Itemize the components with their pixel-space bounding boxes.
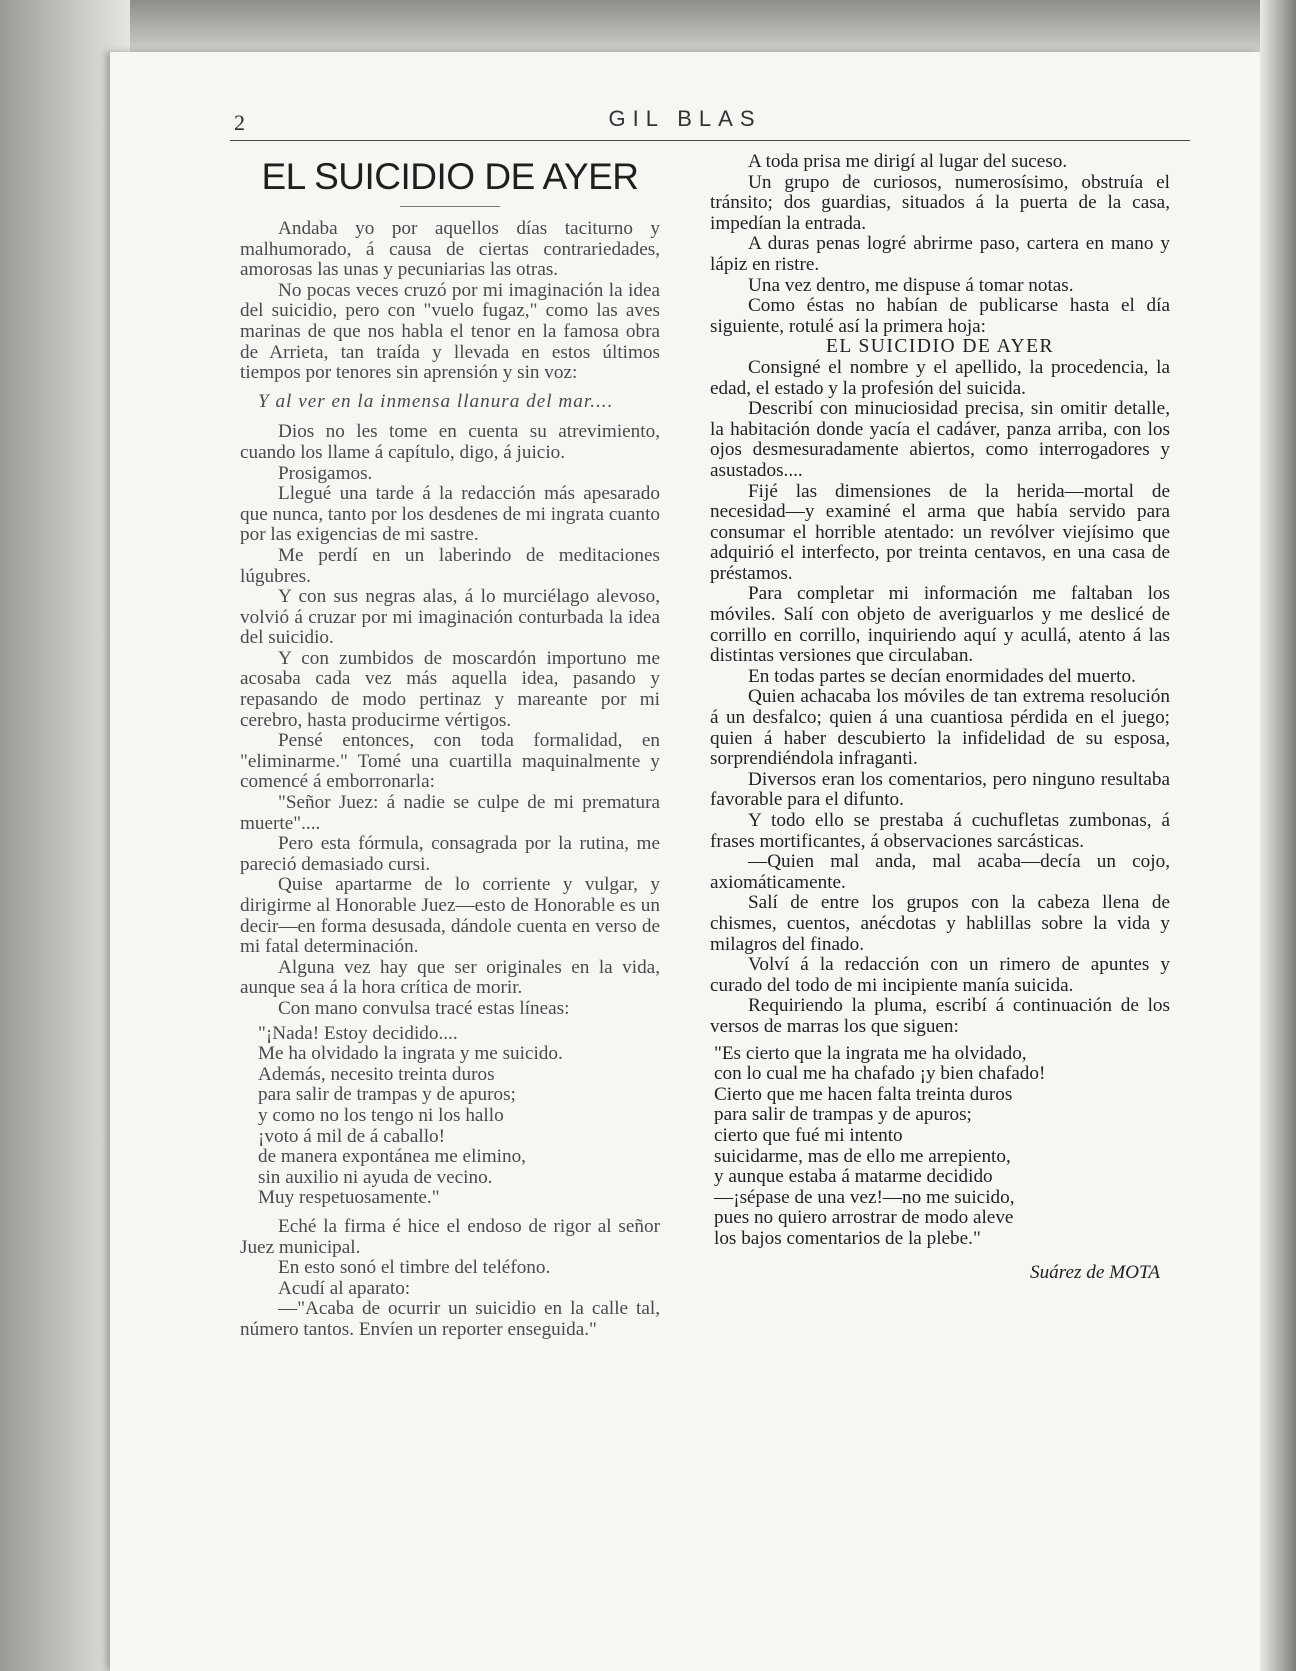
verse-line: —¡sépase de una vez!—no me suicido, — [714, 1186, 1015, 1208]
scan-shadow-top — [0, 0, 1296, 60]
paragraph: Prosigamos. — [278, 462, 373, 484]
paragraph: Para completar mi información me faltaban los móviles. Salí con objeto de averiguarlos y me deslicé de corrillo en corrillo, inquiriendo aquí y acullá, atento á las distintas versiones que circulaban. — [710, 583, 1170, 667]
article-title: EL SUICIDIO DE AYER — [261, 156, 639, 197]
paragraph: Pero esta fórmula, consagrada por la rutina, me pareció demasiado cursi. — [240, 833, 660, 875]
page-number: 2 — [234, 110, 245, 135]
title-rule — [400, 206, 500, 207]
paragraph: Y todo ello se prestaba á cuchufletas zumbonas, á frases mortificantes, á observaciones sarcásticas. — [710, 810, 1170, 852]
paragraph: Pensé entonces, con toda formalidad, en "eliminarme." Tomé una cuartilla maquinalmente y comencé á emborronarla: — [240, 730, 660, 793]
verse-line: sin auxilio ni ayuda de vecino. — [258, 1166, 493, 1188]
verse-line: con lo cual me ha chafado ¡y bien chafado! — [714, 1063, 1046, 1085]
paragraph: Fijé las dimensiones de la herida—mortal de necesidad—y examiné el arma que había servido para consumar el horrible atentado: un revólver viejísimo que adquirió el interfecto, por treinta centavos, en una casa de préstamos. — [710, 480, 1170, 584]
paragraph: Volví á la redacción con un rimero de apuntes y curado del todo de mi incipiente manía suicida. — [710, 954, 1170, 996]
verse-line: Muy respetuosamente." — [258, 1187, 440, 1209]
left-column — [240, 152, 660, 1340]
paragraph: Una vez dentro, me dispuse á tomar notas. — [748, 274, 1074, 296]
paragraph: A duras penas logré abrirme paso, cartera en mano y lápiz en ristre. — [710, 233, 1170, 275]
verse-line: Me ha olvidado la ingrata y me suicido. — [258, 1043, 563, 1065]
epigraph: Y al ver en la inmensa llanura del mar.... — [258, 390, 614, 412]
paragraph: No pocas veces cruzó por mi imaginación la idea del suicidio, pero con "vuelo fugaz," como las aves marinas de que nos habla el tenor en la famosa obra de Arrieta, tan traída y llevada en estos últimos tiempos por tenores sin aprensión y sin voz: — [240, 279, 660, 384]
paragraph: Quise apartarme de lo corriente y vulgar, y dirigirme al Honorable Juez—esto de Honorable es un decir—en forma desusada, dándole cuenta en verso de mi fatal determinación. — [240, 874, 660, 958]
verse-line: pues no quiero arrostrar de modo aleve — [714, 1207, 1014, 1229]
verse-line: para salir de trampas y de apuros; — [714, 1104, 972, 1126]
paragraph: Dios no les tome en cuenta su atrevimiento, cuando los llame á capítulo, digo, á juicio. — [240, 421, 660, 463]
paragraph: Alguna vez hay que ser originales en la vida, aunque sea á la hora crítica de morir. — [240, 956, 660, 999]
verse-line: Además, necesito treinta duros — [258, 1063, 495, 1085]
verse-line: y aunque estaba á matarme decidido — [714, 1166, 993, 1188]
paragraph: En esto sonó el timbre del teléfono. — [278, 1257, 551, 1279]
author-signature: Suárez de MOTA — [1029, 1262, 1160, 1284]
verse-block-1 — [258, 1024, 660, 1209]
paragraph: —Quien mal anda, mal acaba—decía un cojo, axiomáticamente. — [710, 851, 1170, 893]
magazine-page — [110, 52, 1260, 1671]
verse-line: los bajos comentarios de la plebe." — [714, 1227, 981, 1249]
verse-line: suicidarme, mas de ello me arrepiento, — [714, 1145, 1011, 1167]
paragraph: Andaba yo por aquellos días taciturno y malhumorado, á causa de ciertas contrariedades, amorosas las unas y pecuniarias las otras. — [240, 218, 660, 281]
paragraph: Llegué una tarde á la redacción más apesarado que nunca, tanto por los desdenes de mi ingrata cuanto por las exigencias de mi sastre. — [240, 483, 660, 546]
paragraph: Acudí al aparato: — [278, 1277, 411, 1299]
paragraph: A toda prisa me dirigí al lugar del suceso. — [748, 151, 1068, 172]
paragraph: Y con zumbidos de moscardón importuno me acosaba cada vez más aquella idea, pasando y repasando de modo pertinaz y mareante por mi cerebro, hasta producirme vértigos. — [240, 647, 660, 731]
verse-block-2 — [714, 1044, 1170, 1250]
paragraph: Describí con minuciosidad precisa, sin omitir detalle, la habitación donde yacía el cadáver, panza arriba, con los ojos desmesuradamente abiertos, como interrogadores y asustados.... — [710, 398, 1170, 481]
right-column — [710, 152, 1170, 1284]
paragraph: En todas partes se decían enormidades del muerto. — [748, 665, 1136, 687]
header-rule — [230, 140, 1190, 141]
scan-shadow-right — [1260, 0, 1296, 1671]
paragraph: "Señor Juez: á nadie se culpe de mi prematura muerte".... — [240, 792, 660, 834]
verse-line: Cierto que me hacen falta treinta duros — [714, 1083, 1013, 1105]
paragraph: Requiriendo la pluma, escribí á continuación de los versos de marras los que siguen: — [710, 995, 1170, 1037]
paragraph: Como éstas no habían de publicarse hasta el día siguiente, rotulé así la primera hoja: — [710, 295, 1170, 337]
verse-line: "Es cierto que la ingrata me ha olvidado, — [714, 1042, 1027, 1064]
verse-line: "¡Nada! Estoy decidido.... — [258, 1022, 458, 1044]
paragraph: Me perdí en un laberindo de meditaciones lúgubres. — [240, 544, 660, 587]
journal-name: GIL BLAS — [608, 106, 762, 131]
paragraph: Quien achacaba los móviles de tan extrema resolución á un desfalco; quien á una cuantiosa pérdida en el juego; quien á haber descubierto la infidelidad de su esposa, sorprendiéndola infraganti. — [710, 686, 1170, 770]
paragraph: —"Acaba de ocurrir un suicidio en la calle tal, número tantos. Envíen un reporter enseguida." — [240, 1298, 660, 1340]
paragraph: Salí de entre los grupos con la cabeza llena de chismes, cuentos, anécdotas y hablillas sobre la vida y milagros del finado. — [710, 892, 1170, 955]
verse-line: para salir de trampas y de apuros; — [258, 1084, 516, 1106]
verse-line: cierto que fué mi intento — [714, 1124, 903, 1146]
paragraph: Diversos eran los comentarios, pero ninguno resultaba favorable para el difunto. — [710, 768, 1170, 811]
verse-line: de manera expontánea me elimino, — [258, 1146, 526, 1168]
verse-line: y como no los tengo ni los hallo — [258, 1104, 504, 1126]
section-subtitle: EL SUICIDIO DE AYER — [825, 336, 1054, 358]
paragraph: Un grupo de curiosos, numerosísimo, obstruía el tránsito; dos guardias, situados á la puerta de la casa, impedían la entrada. — [710, 171, 1170, 234]
paragraph: Consigné el nombre y el apellido, la procedencia, la edad, el estado y la profesión del suicida. — [710, 356, 1170, 399]
paragraph: Eché la firma é hice el endoso de rigor al señor Juez municipal. — [240, 1215, 660, 1258]
paragraph: Con mano convulsa tracé estas líneas: — [278, 997, 570, 1019]
paragraph: Y con sus negras alas, á lo murciélago alevoso, volvió á cruzar por mi imaginación conturbada la idea del suicidio. — [240, 586, 660, 649]
verse-line: ¡voto á mil de á caballo! — [258, 1125, 446, 1147]
